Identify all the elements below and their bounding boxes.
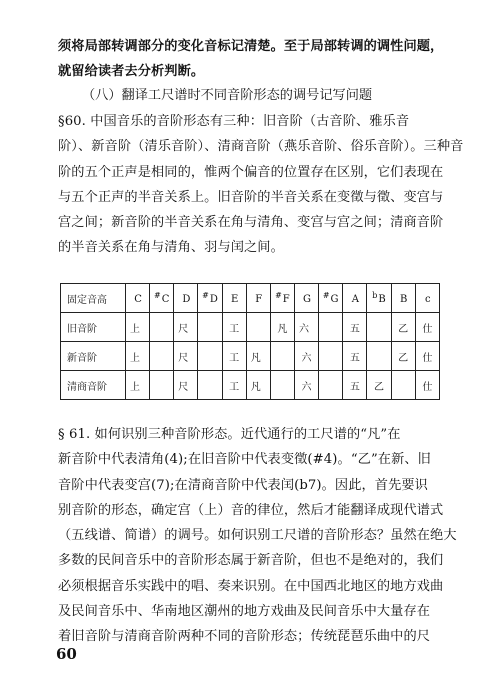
table-cell xyxy=(367,342,391,371)
table-header-row xyxy=(61,284,440,313)
table-cell: 仕 xyxy=(415,313,439,342)
pitch-cell: C xyxy=(126,284,150,313)
text-line: （五线谱、简谱）的调号。如何识别工尺谱的音阶形态？虽然在绝大 xyxy=(58,528,457,544)
pitch-cell: c xyxy=(415,284,439,313)
table-cell: 上 xyxy=(126,371,150,400)
pitch-cell: D xyxy=(174,284,198,313)
table-cell: 尺 xyxy=(174,342,198,371)
table-row-label: 清商音阶 xyxy=(61,371,126,400)
table-cell xyxy=(367,313,391,342)
table-cell: 五 xyxy=(343,313,367,342)
paragraph-60 xyxy=(58,109,464,261)
text-line: 就留给读者去分析判断。 xyxy=(58,64,205,80)
top-paragraph xyxy=(58,34,446,85)
table-cell xyxy=(246,313,270,342)
table-cell: 乙 xyxy=(391,313,415,342)
table-cell xyxy=(150,371,174,400)
table-cell: 六 xyxy=(294,313,318,342)
table-cell: 上 xyxy=(126,313,150,342)
text-line: 多数的民间音乐中的音阶形态属于新音阶，但也不是绝对的，我们 xyxy=(58,553,444,569)
table-cell: 尺 xyxy=(174,313,198,342)
table-cell: 凡 xyxy=(246,371,270,400)
table-cell: 仕 xyxy=(415,371,439,400)
table-cell: 上 xyxy=(126,342,150,371)
table-cell: 工 xyxy=(222,342,246,371)
table-cell: 凡 xyxy=(270,313,294,342)
table-cell: 仕 xyxy=(415,342,439,371)
pitch-cell: G xyxy=(294,284,318,313)
paragraph-61 xyxy=(58,422,457,650)
pitch-cell: #F xyxy=(270,284,294,313)
pitch-cell: B xyxy=(391,284,415,313)
table-cell: 尺 xyxy=(174,371,198,400)
text-line: 阶）、新音阶（清乐音阶）、清商音阶（燕乐音阶、俗乐音阶）。三种音 xyxy=(58,139,464,155)
table-cell: 工 xyxy=(222,371,246,400)
table-cell xyxy=(270,342,294,371)
table-cell: 五 xyxy=(343,371,367,400)
table-cell xyxy=(319,371,343,400)
text-line: 新音阶中代表清角(4);在旧音阶中代表变徵(#4)。“乙”在新、旧 xyxy=(58,452,431,468)
pitch-cell: F xyxy=(246,284,270,313)
table-cell: 乙 xyxy=(367,371,391,400)
table-cell xyxy=(198,313,222,342)
text-line: 须将局部转调部分的变化音标记清楚。至于局部转调的调性问题， xyxy=(58,39,444,54)
text-line: 与五个正声的半音关系上。旧音阶的半音关系在变徵与徵、变宫与 xyxy=(58,189,444,205)
pitch-cell: E xyxy=(222,284,246,313)
section-heading: （八）翻译工尺谱时不同音阶形态的调号记写问题 xyxy=(82,88,373,103)
table-cell xyxy=(319,313,343,342)
table-cell xyxy=(319,342,343,371)
pitch-cell: A xyxy=(343,284,367,313)
table-cell xyxy=(391,371,415,400)
text-line: 及民间音乐中、华南地区潮州的地方戏曲及民间音乐中大量存在 xyxy=(58,604,431,620)
table-cell: 乙 xyxy=(391,342,415,371)
table-row xyxy=(61,371,440,400)
table-cell xyxy=(198,342,222,371)
text-line: 别音阶的形态，确定宫（上）音的律位，然后才能翻译成现代谱式 xyxy=(58,502,444,518)
table-cell: 六 xyxy=(294,342,318,371)
scale-comparison-table xyxy=(60,283,440,400)
text-line: 着旧音阶与清商音阶两种不同的音阶形态；传统琵琶乐曲中的尺 xyxy=(58,629,431,645)
table-cell: 六 xyxy=(294,371,318,400)
pitch-cell: #C xyxy=(150,284,174,313)
table-cell xyxy=(150,313,174,342)
page-number: 60 xyxy=(56,645,77,663)
text-line: § 61. 如何识别三种音阶形态。近代通行的工尺谱的“凡”在 xyxy=(58,427,401,442)
table-row-label: 旧音阶 xyxy=(61,313,126,342)
table-row-label: 固定音高 xyxy=(61,284,126,313)
text-line: 必须根据音乐实践中的唱、奏来识别。在中国西北地区的地方戏曲 xyxy=(58,578,444,594)
text-line: 的半音关系在角与清角、羽与闰之间。 xyxy=(58,240,284,256)
pitch-cell: $^b$B xyxy=(367,284,391,313)
table-row-label: 新音阶 xyxy=(61,342,126,371)
text-line: 阶的五个正声是相同的，惟两个偏音的位置存在区别，它们表现在 xyxy=(58,164,444,180)
pitch-cell: #D xyxy=(198,284,222,313)
table-cell xyxy=(150,342,174,371)
table-cell: 工 xyxy=(222,313,246,342)
table-cell: 五 xyxy=(343,342,367,371)
table-row xyxy=(61,313,440,342)
table-cell xyxy=(198,371,222,400)
table-cell xyxy=(270,371,294,400)
table-row xyxy=(61,342,440,371)
text-line: §60. 中国音乐的音阶形态有三种：旧音阶（古音阶、雅乐音 xyxy=(58,114,410,129)
table-cell: 凡 xyxy=(246,342,270,371)
text-line: 音阶中代表变宫(7);在清商音阶中代表闰(b7)。因此，首先要识 xyxy=(58,477,428,493)
text-line: 宫之间；新音阶的半音关系在角与清角、变宫与宫之间；清商音阶 xyxy=(58,215,444,231)
pitch-cell: #G xyxy=(319,284,343,313)
